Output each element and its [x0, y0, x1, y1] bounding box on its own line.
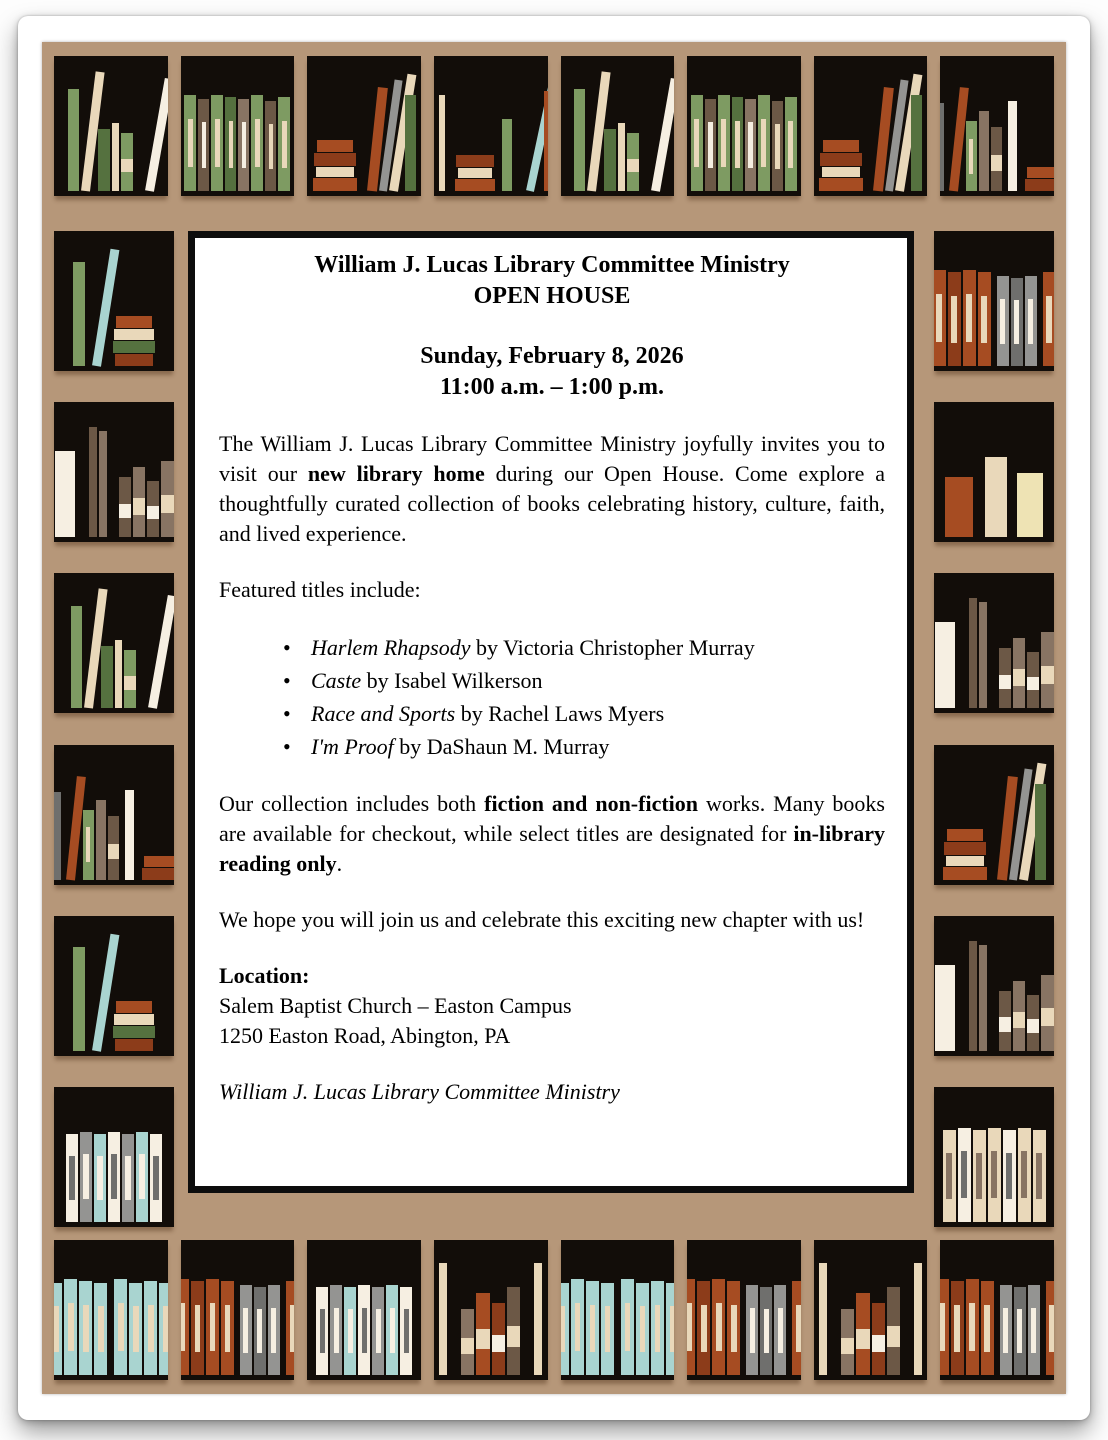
book-spine: [604, 129, 616, 191]
book-spine: [618, 123, 625, 191]
featured-title-item: • Caste by Isabel Wilkerson: [277, 664, 885, 697]
book-spine: [184, 95, 196, 191]
book-spine: [1003, 1130, 1016, 1222]
book-spine: [80, 1132, 92, 1222]
book-stack: [113, 315, 155, 366]
bookshelf-compartment: [54, 916, 174, 1056]
book-spine: [1000, 1285, 1012, 1375]
book-spine: [1008, 101, 1017, 191]
book-spine: [687, 1279, 695, 1375]
featured-title-item: • I'm Proof by DaShaun M. Murray: [277, 730, 885, 763]
book-spine: [98, 129, 110, 191]
book-spine: [502, 119, 512, 191]
bookshelf-compartment: [307, 56, 421, 196]
book-spine: [358, 1285, 370, 1375]
book-spine: [286, 1281, 294, 1375]
location-block: [219, 961, 885, 1051]
book-spine: [159, 1283, 167, 1375]
book-spine: [1013, 638, 1025, 708]
book-spine: [935, 622, 955, 708]
book-spine: [746, 1285, 758, 1375]
bookshelf-top-row: [54, 56, 1054, 196]
book-spine: [1028, 1285, 1040, 1375]
bookshelf-flyer: [42, 42, 1066, 1394]
book-spine: [144, 1281, 157, 1375]
book-spine: [718, 95, 730, 191]
book-spine: [476, 1293, 490, 1375]
book-stack: [313, 139, 357, 191]
bookshelf-compartment: [181, 56, 295, 196]
book-spine: [911, 95, 922, 191]
book-spine: [114, 1279, 127, 1375]
book-spine: [945, 477, 973, 537]
flyer-card: [18, 16, 1090, 1420]
event-date: Sunday, February 8, 2026: [420, 343, 684, 369]
book-spine: [966, 121, 977, 191]
book-spine: [1025, 276, 1037, 366]
book-spine: [268, 1285, 280, 1375]
bookshelf-compartment: [814, 1240, 928, 1380]
book-spine: [115, 640, 122, 708]
book-stack: [455, 154, 495, 191]
bookshelf-compartment: [54, 1087, 174, 1227]
bookshelf-left-column: [54, 231, 174, 1227]
book-spine: [145, 78, 168, 192]
bookshelf-compartment: [434, 1240, 548, 1380]
bookshelf-compartment: [934, 231, 1054, 371]
book-spine: [979, 111, 989, 191]
book-spine: [1011, 278, 1023, 366]
bookshelf-compartment: [561, 1240, 675, 1380]
book-spine: [951, 1281, 964, 1375]
book-spine: [627, 133, 639, 191]
book-spine: [1013, 981, 1025, 1051]
book-spine: [54, 1283, 62, 1375]
book-spine: [914, 1263, 922, 1375]
flyer-middle-zone: [54, 231, 1054, 1227]
book-spine: [108, 1132, 120, 1222]
book-spine: [73, 947, 85, 1051]
flyer-datetime: [219, 341, 885, 403]
book-spine: [101, 646, 113, 708]
book-spine: [344, 1287, 356, 1375]
book-spine: [979, 945, 987, 1051]
featured-title-item: • Race and Sports by Rachel Laws Myers: [277, 697, 885, 730]
book-spine: [981, 1281, 994, 1375]
book-spine: [621, 1279, 634, 1375]
bookshelf-compartment: [934, 1087, 1054, 1227]
bookshelf-right-column: [934, 231, 1054, 1227]
book-stack: [943, 828, 987, 880]
bookshelf-compartment: [181, 1240, 295, 1380]
book-spine: [760, 1287, 772, 1375]
book-spine: [316, 1287, 328, 1375]
bookshelf-compartment: [934, 745, 1054, 885]
book-spine: [979, 602, 987, 708]
book-spine: [238, 99, 249, 191]
book-spine: [254, 1287, 266, 1375]
book-spine: [240, 1285, 252, 1375]
book-spine: [400, 1287, 412, 1375]
book-spine: [225, 97, 236, 191]
book-spine: [841, 1309, 854, 1375]
book-spine: [55, 451, 75, 537]
book-spine: [758, 95, 770, 191]
book-spine: [461, 1309, 474, 1375]
book-spine: [887, 1287, 900, 1375]
book-spine: [963, 270, 976, 366]
book-spine: [278, 97, 290, 191]
book-spine: [856, 1293, 870, 1375]
flyer-title: [219, 250, 885, 312]
event-time: 11:00 a.m. – 1:00 p.m.: [440, 374, 664, 400]
book-stack: [142, 855, 175, 880]
book-spine: [147, 481, 159, 537]
book-spine: [79, 1281, 92, 1375]
book-spine: [330, 1285, 342, 1375]
intro-paragraph: The William J. Lucas Library Committee Ministry joyfully invites you to visit our new library home during our Open House. Come explore a thoughtfully curated collection of books celebrating history, culture, faith, and lived experience.: [219, 431, 885, 546]
book-spine: [785, 97, 797, 191]
book-spine: [1018, 1128, 1031, 1222]
book-spine: [571, 1279, 584, 1375]
title-line-1: William J. Lucas Library Committee Ministry: [314, 252, 790, 278]
book-spine: [705, 99, 716, 191]
book-spine: [940, 1279, 948, 1375]
book-spine: [772, 101, 783, 191]
book-stack: [1025, 166, 1054, 191]
book-spine: [122, 1134, 134, 1222]
title-line-2: OPEN HOUSE: [473, 283, 631, 309]
book-stack: [113, 1000, 155, 1051]
book-spine: [727, 1281, 740, 1375]
book-spine: [251, 95, 263, 191]
book-spine: [71, 606, 82, 708]
bookshelf-compartment: [561, 56, 675, 196]
book-spine: [969, 941, 977, 1051]
book-spine: [958, 1128, 971, 1222]
book-spine: [1043, 272, 1055, 366]
book-spine: [133, 467, 145, 537]
book-spine: [89, 427, 97, 537]
book-spine: [985, 457, 1007, 537]
book-spine: [198, 99, 209, 191]
book-spine: [732, 97, 743, 191]
bookshelf-compartment: [54, 1240, 168, 1380]
bookshelf-compartment: [687, 56, 801, 196]
book-spine: [66, 1134, 78, 1222]
book-spine: [651, 1281, 664, 1375]
book-spine: [112, 123, 119, 191]
book-spine: [68, 89, 79, 191]
book-spine: [586, 1281, 599, 1375]
book-spine: [1017, 473, 1043, 537]
book-spine: [125, 790, 134, 880]
book-spine: [973, 1130, 986, 1222]
book-spine: [161, 461, 174, 537]
book-spine: [1033, 1130, 1046, 1222]
book-spine: [999, 648, 1011, 708]
book-spine: [792, 1281, 800, 1375]
book-spine: [386, 1285, 398, 1375]
book-spine: [124, 650, 136, 708]
book-spine: [94, 1134, 106, 1222]
bookshelf-compartment: [54, 573, 174, 713]
book-spine: [64, 1279, 77, 1375]
book-spine: [405, 95, 416, 191]
book-spine: [129, 1283, 142, 1375]
book-spine: [439, 95, 445, 191]
book-spine: [119, 477, 131, 537]
collection-paragraph: Our collection includes both fiction and non-fiction works. Many books are available for checkout, while select titles are designated for in-library reading only.: [219, 791, 885, 876]
book-spine: [96, 800, 106, 880]
book-spine: [1041, 975, 1054, 1051]
flyer-text-content: [195, 238, 907, 1131]
book-spine: [561, 1283, 569, 1375]
book-spine: [544, 91, 547, 191]
bookshelf-compartment: [940, 56, 1054, 196]
book-spine: [507, 1287, 520, 1375]
bookshelf-bottom-row: [54, 1240, 1054, 1380]
book-spine: [943, 1130, 956, 1222]
book-spine: [997, 276, 1009, 366]
bookshelf-compartment: [687, 1240, 801, 1380]
book-spine: [697, 1281, 710, 1375]
book-spine: [948, 272, 961, 366]
book-spine: [969, 598, 977, 708]
bookshelf-compartment: [54, 402, 174, 542]
book-spine: [1014, 1287, 1026, 1375]
book-spine: [935, 965, 955, 1051]
book-spine: [83, 810, 94, 880]
bookshelf-compartment: [54, 231, 174, 371]
book-spine: [136, 1132, 148, 1222]
book-spine: [221, 1281, 234, 1375]
featured-title-item: • Harlem Rhapsody by Victoria Christopher Murray: [277, 631, 885, 664]
bookshelf-compartment: [307, 1240, 421, 1380]
book-spine: [211, 95, 223, 191]
flyer-text-panel: [188, 231, 914, 1193]
book-spine: [1046, 1281, 1054, 1375]
book-spine: [978, 272, 991, 366]
book-spine: [94, 1283, 107, 1375]
bookshelf-compartment: [934, 916, 1054, 1056]
book-spine: [999, 991, 1011, 1051]
book-spine: [651, 78, 674, 192]
location-label: Location:: [219, 963, 310, 988]
book-spine: [940, 103, 943, 191]
book-spine: [601, 1283, 614, 1375]
book-spine: [206, 1279, 219, 1375]
book-spine: [1035, 784, 1046, 880]
bookshelf-compartment: [934, 573, 1054, 713]
book-spine: [991, 127, 1002, 191]
book-spine: [636, 1283, 649, 1375]
book-spine: [372, 1287, 384, 1375]
signature: William J. Lucas Library Committee Ministry: [219, 1079, 620, 1104]
book-stack: [819, 139, 863, 191]
book-spine: [1041, 632, 1054, 708]
book-spine: [439, 1263, 447, 1375]
book-spine: [492, 1303, 505, 1375]
book-spine: [1027, 995, 1039, 1051]
book-spine: [745, 99, 756, 191]
book-spine: [872, 1303, 885, 1375]
book-spine: [666, 1283, 674, 1375]
closing-paragraph: We hope you will join us and celebrate this exciting new chapter with us!: [219, 907, 865, 932]
book-spine: [73, 262, 85, 366]
book-spine: [691, 95, 703, 191]
book-spine: [1027, 652, 1039, 708]
book-spine: [191, 1281, 204, 1375]
location-venue: Salem Baptist Church – Easton Campus: [219, 993, 572, 1018]
book-spine: [966, 1279, 979, 1375]
book-spine: [774, 1285, 786, 1375]
bookshelf-compartment: [54, 745, 174, 885]
book-spine: [181, 1279, 189, 1375]
book-spine: [712, 1279, 725, 1375]
book-spine: [265, 101, 276, 191]
bookshelf-compartment: [940, 1240, 1054, 1380]
location-address: 1250 Easton Road, Abington, PA: [219, 1023, 511, 1048]
book-spine: [534, 1263, 542, 1375]
bookshelf-compartment: [934, 402, 1054, 542]
book-spine: [150, 1134, 162, 1222]
book-spine: [934, 270, 946, 366]
bookshelf-compartment: [54, 56, 168, 196]
bookshelf-compartment: [814, 56, 928, 196]
book-spine: [99, 431, 107, 537]
book-spine: [54, 792, 61, 880]
bookshelf-compartment: [434, 56, 548, 196]
featured-label: Featured titles include:: [219, 577, 421, 602]
featured-list: [277, 631, 885, 763]
book-spine: [988, 1128, 1001, 1222]
book-spine: [148, 595, 174, 709]
book-spine: [819, 1263, 827, 1375]
book-spine: [574, 89, 585, 191]
book-spine: [121, 133, 133, 191]
book-spine: [108, 816, 119, 880]
